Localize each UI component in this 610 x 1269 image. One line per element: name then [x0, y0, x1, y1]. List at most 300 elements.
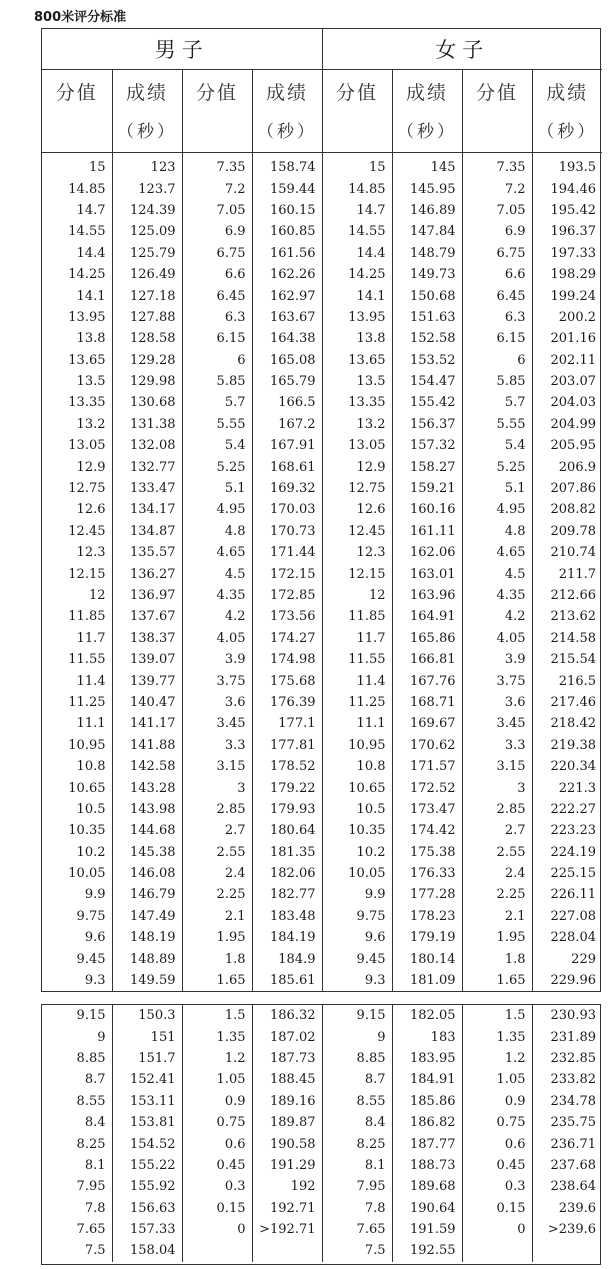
table-cell: 12.15: [322, 563, 392, 584]
table-row: [42, 200, 602, 221]
table-row: [42, 692, 602, 713]
table-cell: 1.05: [182, 1069, 252, 1090]
table-cell: 1.2: [462, 1048, 532, 1069]
table-cell: 1.2: [182, 1048, 252, 1069]
table-cell: 137.67: [112, 606, 182, 627]
table-cell: 6.6: [182, 264, 252, 285]
table-row: [42, 285, 602, 306]
table-cell: 200.2: [532, 307, 602, 328]
table-cell: 174.27: [252, 628, 322, 649]
table-cell: 13.35: [68, 395, 106, 411]
table-cell: 12.45: [68, 523, 106, 539]
table-row: [42, 670, 602, 691]
table-cell: 136.97: [112, 585, 182, 606]
table-cell: 132.08: [112, 435, 182, 456]
table-cell: 207.86: [532, 478, 602, 499]
table-cell: 7.35: [462, 157, 532, 178]
table-cell: 1.65: [182, 970, 252, 991]
table-cell: 179.93: [252, 799, 322, 820]
table-cell: 10.35: [68, 823, 106, 839]
table-cell: 201.16: [532, 328, 602, 349]
table-row: [42, 1005, 602, 1026]
table-cell: 149.73: [392, 264, 462, 285]
table-cell: 10.05: [322, 863, 392, 884]
table-cell: 174.98: [252, 649, 322, 670]
table-cell: 2.85: [462, 799, 532, 820]
table-cell: 11.7: [322, 628, 392, 649]
table-cell: 178.23: [392, 906, 462, 927]
table-cell: 1.95: [462, 927, 532, 948]
table-cell: 7.5: [322, 1240, 392, 1261]
table-cell: 3.9: [182, 649, 252, 670]
table-cell: 145: [392, 157, 462, 178]
table-cell: 1.35: [462, 1026, 532, 1047]
table-cell: 12: [322, 585, 392, 606]
table-cell: 217.46: [532, 692, 602, 713]
table-cell: 190.58: [252, 1133, 322, 1154]
table-cell: 8.55: [76, 1093, 106, 1109]
table-cell: 7.65: [76, 1222, 106, 1238]
table-cell: 142.58: [112, 756, 182, 777]
table-cell: 227.08: [532, 906, 602, 927]
table-cell: [462, 1240, 532, 1261]
table-cell: 6.6: [462, 264, 532, 285]
table-cell: 204.99: [532, 414, 602, 435]
table-cell: 181.09: [392, 970, 462, 991]
table-cell: 9.75: [322, 906, 392, 927]
table-cell: 192.55: [392, 1240, 462, 1261]
table-cell: 2.55: [462, 842, 532, 863]
table-cell: 3.15: [182, 756, 252, 777]
table-cell: 13.05: [322, 435, 392, 456]
table-cell: 155.42: [392, 392, 462, 413]
table-cell: 131.38: [112, 414, 182, 435]
table-cell: 4.8: [462, 521, 532, 542]
table-cell: 11.25: [322, 692, 392, 713]
table-cell: 194.46: [532, 178, 602, 199]
table-cell: 145.95: [392, 178, 462, 199]
table-cell: 5.4: [182, 435, 252, 456]
table-cell: 0.6: [462, 1133, 532, 1154]
table-cell: 145.38: [112, 842, 182, 863]
table-cell: 3: [462, 777, 532, 798]
table-cell: 153.81: [112, 1112, 182, 1133]
table-cell: 3.75: [462, 670, 532, 691]
unit-label: （秒）: [257, 122, 317, 142]
table-cell: 126.49: [112, 264, 182, 285]
table-cell: 15: [88, 160, 106, 176]
table-cell: 169.67: [392, 713, 462, 734]
table-cell: 10.8: [76, 759, 106, 775]
table-cell: 10.2: [76, 844, 106, 860]
table-cell: 183: [392, 1026, 462, 1047]
table-cell: 8.4: [322, 1112, 392, 1133]
table-cell: 5.85: [462, 371, 532, 392]
table-cell: 3.75: [182, 670, 252, 691]
unit-label: （秒）: [397, 122, 457, 142]
table-cell: 0.6: [182, 1133, 252, 1154]
table-row: [42, 606, 602, 627]
table-cell: 163.01: [392, 563, 462, 584]
table-cell: 3.6: [462, 692, 532, 713]
table-cell: 6.9: [462, 221, 532, 242]
table-cell: 184.19: [252, 927, 322, 948]
table-cell: 183.48: [252, 906, 322, 927]
result-column-header: [392, 70, 462, 153]
table-cell: 12.6: [76, 502, 106, 518]
table-cell: >239.6: [532, 1219, 602, 1240]
table-cell: 226.11: [532, 884, 602, 905]
table-cell: 3.45: [462, 713, 532, 734]
table-cell: 6.3: [182, 307, 252, 328]
table-cell: 0: [182, 1219, 252, 1240]
table-cell: 12.3: [76, 545, 106, 561]
table-row: [42, 1069, 602, 1090]
table-cell: 7.2: [182, 178, 252, 199]
table-cell: 144.68: [112, 820, 182, 841]
table-cell: 141.88: [112, 735, 182, 756]
table-cell: 148.79: [392, 243, 462, 264]
table-cell: 146.89: [392, 200, 462, 221]
table-cell: 179.19: [392, 927, 462, 948]
table-cell: 176.33: [392, 863, 462, 884]
table-cell: 160.85: [252, 221, 322, 242]
table-row: [42, 906, 602, 927]
table-cell: 196.37: [532, 221, 602, 242]
table-cell: 203.07: [532, 371, 602, 392]
table-cell: 162.97: [252, 285, 322, 306]
table-cell: 163.96: [392, 585, 462, 606]
table-cell: 162.26: [252, 264, 322, 285]
table-cell: 6.45: [462, 285, 532, 306]
table-cell: 8.25: [76, 1136, 106, 1152]
table-cell: [182, 1240, 252, 1261]
table-cell: 133.47: [112, 478, 182, 499]
table-cell: 187.77: [392, 1133, 462, 1154]
table-cell: 130.68: [112, 392, 182, 413]
table-cell: 4.05: [182, 628, 252, 649]
table-cell: 3.45: [182, 713, 252, 734]
table-cell: 0.45: [462, 1155, 532, 1176]
table-cell: 172.52: [392, 777, 462, 798]
table-cell: 149.59: [112, 970, 182, 991]
table-cell: 9.9: [322, 884, 392, 905]
table-cell: 8.1: [322, 1155, 392, 1176]
table-cell: 3.9: [462, 649, 532, 670]
table-cell: 2.25: [182, 884, 252, 905]
table-cell: 9.45: [76, 951, 106, 967]
table-cell: 8.7: [84, 1072, 106, 1088]
table-cell: 204.03: [532, 392, 602, 413]
table-cell: 11.1: [76, 716, 106, 732]
result-column-header: [112, 70, 182, 153]
table-cell: 175.68: [252, 670, 322, 691]
table-cell: 210.74: [532, 542, 602, 563]
table-cell: 13.8: [322, 328, 392, 349]
table-cell: 9.15: [76, 1008, 106, 1024]
table-cell: 13.5: [76, 374, 106, 390]
female-group-header: 女子: [322, 29, 602, 70]
table-cell: 162.06: [392, 542, 462, 563]
table-cell: 155.22: [112, 1155, 182, 1176]
table-cell: 219.38: [532, 735, 602, 756]
table-cell: 151: [112, 1026, 182, 1047]
table-row: [42, 350, 602, 371]
table-row: [42, 1219, 602, 1240]
table-cell: 143.28: [112, 777, 182, 798]
table-cell: 148.19: [112, 927, 182, 948]
table-cell: 167.2: [252, 414, 322, 435]
table-cell: 164.91: [392, 606, 462, 627]
table-cell: 10.65: [68, 780, 106, 796]
table-cell: 6.75: [462, 243, 532, 264]
table-cell: 11.55: [322, 649, 392, 670]
table-cell: 127.18: [112, 285, 182, 306]
table-cell: 8.25: [322, 1133, 392, 1154]
table-cell: 3.15: [462, 756, 532, 777]
table-cell: 187.02: [252, 1026, 322, 1047]
table-cell: 14.4: [322, 243, 392, 264]
table-cell: 14.85: [68, 181, 106, 197]
table-cell: 13.35: [322, 392, 392, 413]
table-cell: 123: [112, 157, 182, 178]
table-cell: 3.3: [462, 735, 532, 756]
table-cell: 221.3: [532, 777, 602, 798]
table-cell: 185.86: [392, 1091, 462, 1112]
table-cell: 8.7: [322, 1069, 392, 1090]
table-cell: 225.15: [532, 863, 602, 884]
table-cell: 158.74: [252, 157, 322, 178]
table-cell: 154.47: [392, 371, 462, 392]
table-cell: 3.3: [182, 735, 252, 756]
table-cell: 186.32: [252, 1005, 322, 1026]
table-cell: 170.73: [252, 521, 322, 542]
table-cell: 232.85: [532, 1048, 602, 1069]
table-cell: 161.56: [252, 243, 322, 264]
table-cell: 1.05: [462, 1069, 532, 1090]
score-table-part2: [41, 1004, 601, 1265]
table-cell: 2.7: [462, 820, 532, 841]
table-cell: 132.77: [112, 456, 182, 477]
table-cell: 160.16: [392, 499, 462, 520]
table-cell: 189.16: [252, 1091, 322, 1112]
table-cell: 230.93: [532, 1005, 602, 1026]
table-cell: 158.04: [112, 1240, 182, 1261]
table-cell: 150.68: [392, 285, 462, 306]
table-row: [42, 735, 602, 756]
table-cell: 2.55: [182, 842, 252, 863]
table-cell: 1.35: [182, 1026, 252, 1047]
table-cell: 10.5: [322, 799, 392, 820]
table-cell: 127.88: [112, 307, 182, 328]
table-row: [42, 542, 602, 563]
table-cell: 11.4: [322, 670, 392, 691]
table-cell: 161.11: [392, 521, 462, 542]
table-cell: 13.95: [68, 309, 106, 325]
table-cell: 13.05: [68, 438, 106, 454]
table-cell: 171.57: [392, 756, 462, 777]
table-cell: 125.79: [112, 243, 182, 264]
table-cell: 13.8: [76, 331, 106, 347]
table-cell: 4.8: [182, 521, 252, 542]
table-cell: 12.6: [322, 499, 392, 520]
table-cell: 7.8: [322, 1198, 392, 1219]
table-cell: 208.82: [532, 499, 602, 520]
table-cell: 151.7: [112, 1048, 182, 1069]
table-cell: 9.3: [322, 970, 392, 991]
table-cell: 187.73: [252, 1048, 322, 1069]
table-cell: 12: [88, 588, 106, 603]
table-cell: 179.22: [252, 777, 322, 798]
table-cell: 0.15: [462, 1198, 532, 1219]
table-cell: 2.7: [182, 820, 252, 841]
table-cell: 164.38: [252, 328, 322, 349]
table-row: [42, 392, 602, 413]
table-cell: 2.1: [182, 906, 252, 927]
table-cell: 135.57: [112, 542, 182, 563]
table-cell: 213.62: [532, 606, 602, 627]
table-cell: 11.55: [68, 652, 106, 668]
table-cell: 136.27: [112, 563, 182, 584]
table-cell: 166.5: [252, 392, 322, 413]
table-cell: 229: [532, 948, 602, 969]
table-cell: 1.5: [462, 1005, 532, 1026]
table-cell: 189.87: [252, 1112, 322, 1133]
table-cell: 182.05: [392, 1005, 462, 1026]
table-row: [42, 970, 602, 991]
table-cell: 9: [97, 1029, 106, 1045]
table-cell: 10.65: [322, 777, 392, 798]
table-row: [42, 435, 602, 456]
table-body-part2: [42, 1005, 602, 1262]
score-column-header: [182, 70, 252, 153]
table-row: [42, 1240, 602, 1261]
table-cell: 198.29: [532, 264, 602, 285]
table-cell: 14.1: [76, 288, 106, 304]
table-cell: 5.7: [182, 392, 252, 413]
table-cell: 5.85: [182, 371, 252, 392]
table-cell: 6.15: [462, 328, 532, 349]
table-cell: 2.4: [182, 863, 252, 884]
score-column-header: [42, 70, 112, 153]
table-cell: 14.85: [322, 178, 392, 199]
table-row: [42, 713, 602, 734]
table-cell: 10.95: [322, 735, 392, 756]
table-cell: 11.4: [76, 673, 106, 689]
table-cell: 0.75: [182, 1112, 252, 1133]
table-cell: 214.58: [532, 628, 602, 649]
table-cell: 6.45: [182, 285, 252, 306]
table-cell: 8.1: [84, 1157, 106, 1173]
table-cell: 153.11: [112, 1091, 182, 1112]
table-cell: 4.2: [462, 606, 532, 627]
table-cell: 1.65: [462, 970, 532, 991]
table-cell: 6.9: [182, 221, 252, 242]
table-cell: 6.3: [462, 307, 532, 328]
table-cell: 155.92: [112, 1176, 182, 1197]
table-cell: 235.75: [532, 1112, 602, 1133]
table-cell: 166.81: [392, 649, 462, 670]
table-cell: 4.5: [182, 563, 252, 584]
table-row: [42, 863, 602, 884]
score-label: 分值: [475, 82, 518, 104]
table-cell: 209.78: [532, 521, 602, 542]
table-cell: 4.65: [462, 542, 532, 563]
table-row: [42, 264, 602, 285]
table-cell: 7.95: [322, 1176, 392, 1197]
table-cell: 159.21: [392, 478, 462, 499]
table-cell: 197.33: [532, 243, 602, 264]
table-cell: 218.42: [532, 713, 602, 734]
table-cell: 0.45: [182, 1155, 252, 1176]
table-cell: 228.04: [532, 927, 602, 948]
table-row: [42, 1091, 602, 1112]
table-cell: 9.9: [84, 887, 106, 903]
table-cell: 173.56: [252, 606, 322, 627]
table-cell: 165.08: [252, 350, 322, 371]
table-cell: 199.24: [532, 285, 602, 306]
table-cell: 146.79: [112, 884, 182, 905]
table-cell: 14.7: [76, 202, 106, 218]
table-cell: 11.1: [322, 713, 392, 734]
table-cell: 143.98: [112, 799, 182, 820]
table-cell: 212.66: [532, 585, 602, 606]
table-cell: 0.15: [182, 1198, 252, 1219]
score-column-header: [322, 70, 392, 153]
table-row: [42, 371, 602, 392]
score-label: 分值: [335, 82, 378, 104]
table-cell: 178.52: [252, 756, 322, 777]
table-cell: 11.25: [68, 694, 106, 710]
table-cell: 165.86: [392, 628, 462, 649]
table-cell: 1.95: [182, 927, 252, 948]
table-cell: 182.77: [252, 884, 322, 905]
table-cell: 7.5: [84, 1243, 106, 1259]
table-cell: 8.85: [76, 1050, 106, 1066]
table-cell: 11.85: [322, 606, 392, 627]
table-cell: 190.64: [392, 1198, 462, 1219]
score-label: 分值: [195, 82, 238, 104]
table-cell: 12.3: [322, 542, 392, 563]
result-column-header: [532, 70, 602, 153]
table-cell: 14.25: [68, 267, 106, 283]
table-cell: 151.63: [392, 307, 462, 328]
table-cell: 150.3: [112, 1005, 182, 1026]
table-cell: 141.17: [112, 713, 182, 734]
table-cell: 181.35: [252, 842, 322, 863]
table-cell: 177.28: [392, 884, 462, 905]
table-cell: 14.7: [322, 200, 392, 221]
table-row: [42, 777, 602, 798]
table-cell: 1.8: [182, 948, 252, 969]
table-cell: 172.15: [252, 563, 322, 584]
table-row: [42, 842, 602, 863]
table-cell: 12.9: [76, 459, 106, 475]
table-row: [42, 478, 602, 499]
table-cell: 172.85: [252, 585, 322, 606]
table-cell: 4.35: [462, 585, 532, 606]
table-cell: 138.37: [112, 628, 182, 649]
table-cell: 159.44: [252, 178, 322, 199]
table-cell: 7.2: [462, 178, 532, 199]
table-cell: 147.84: [392, 221, 462, 242]
table-cell: 125.09: [112, 221, 182, 242]
table-cell: 158.27: [392, 456, 462, 477]
table-cell: 3: [182, 777, 252, 798]
table-cell: 2.4: [462, 863, 532, 884]
table-row: [42, 414, 602, 435]
table-cell: 12.75: [68, 481, 106, 497]
